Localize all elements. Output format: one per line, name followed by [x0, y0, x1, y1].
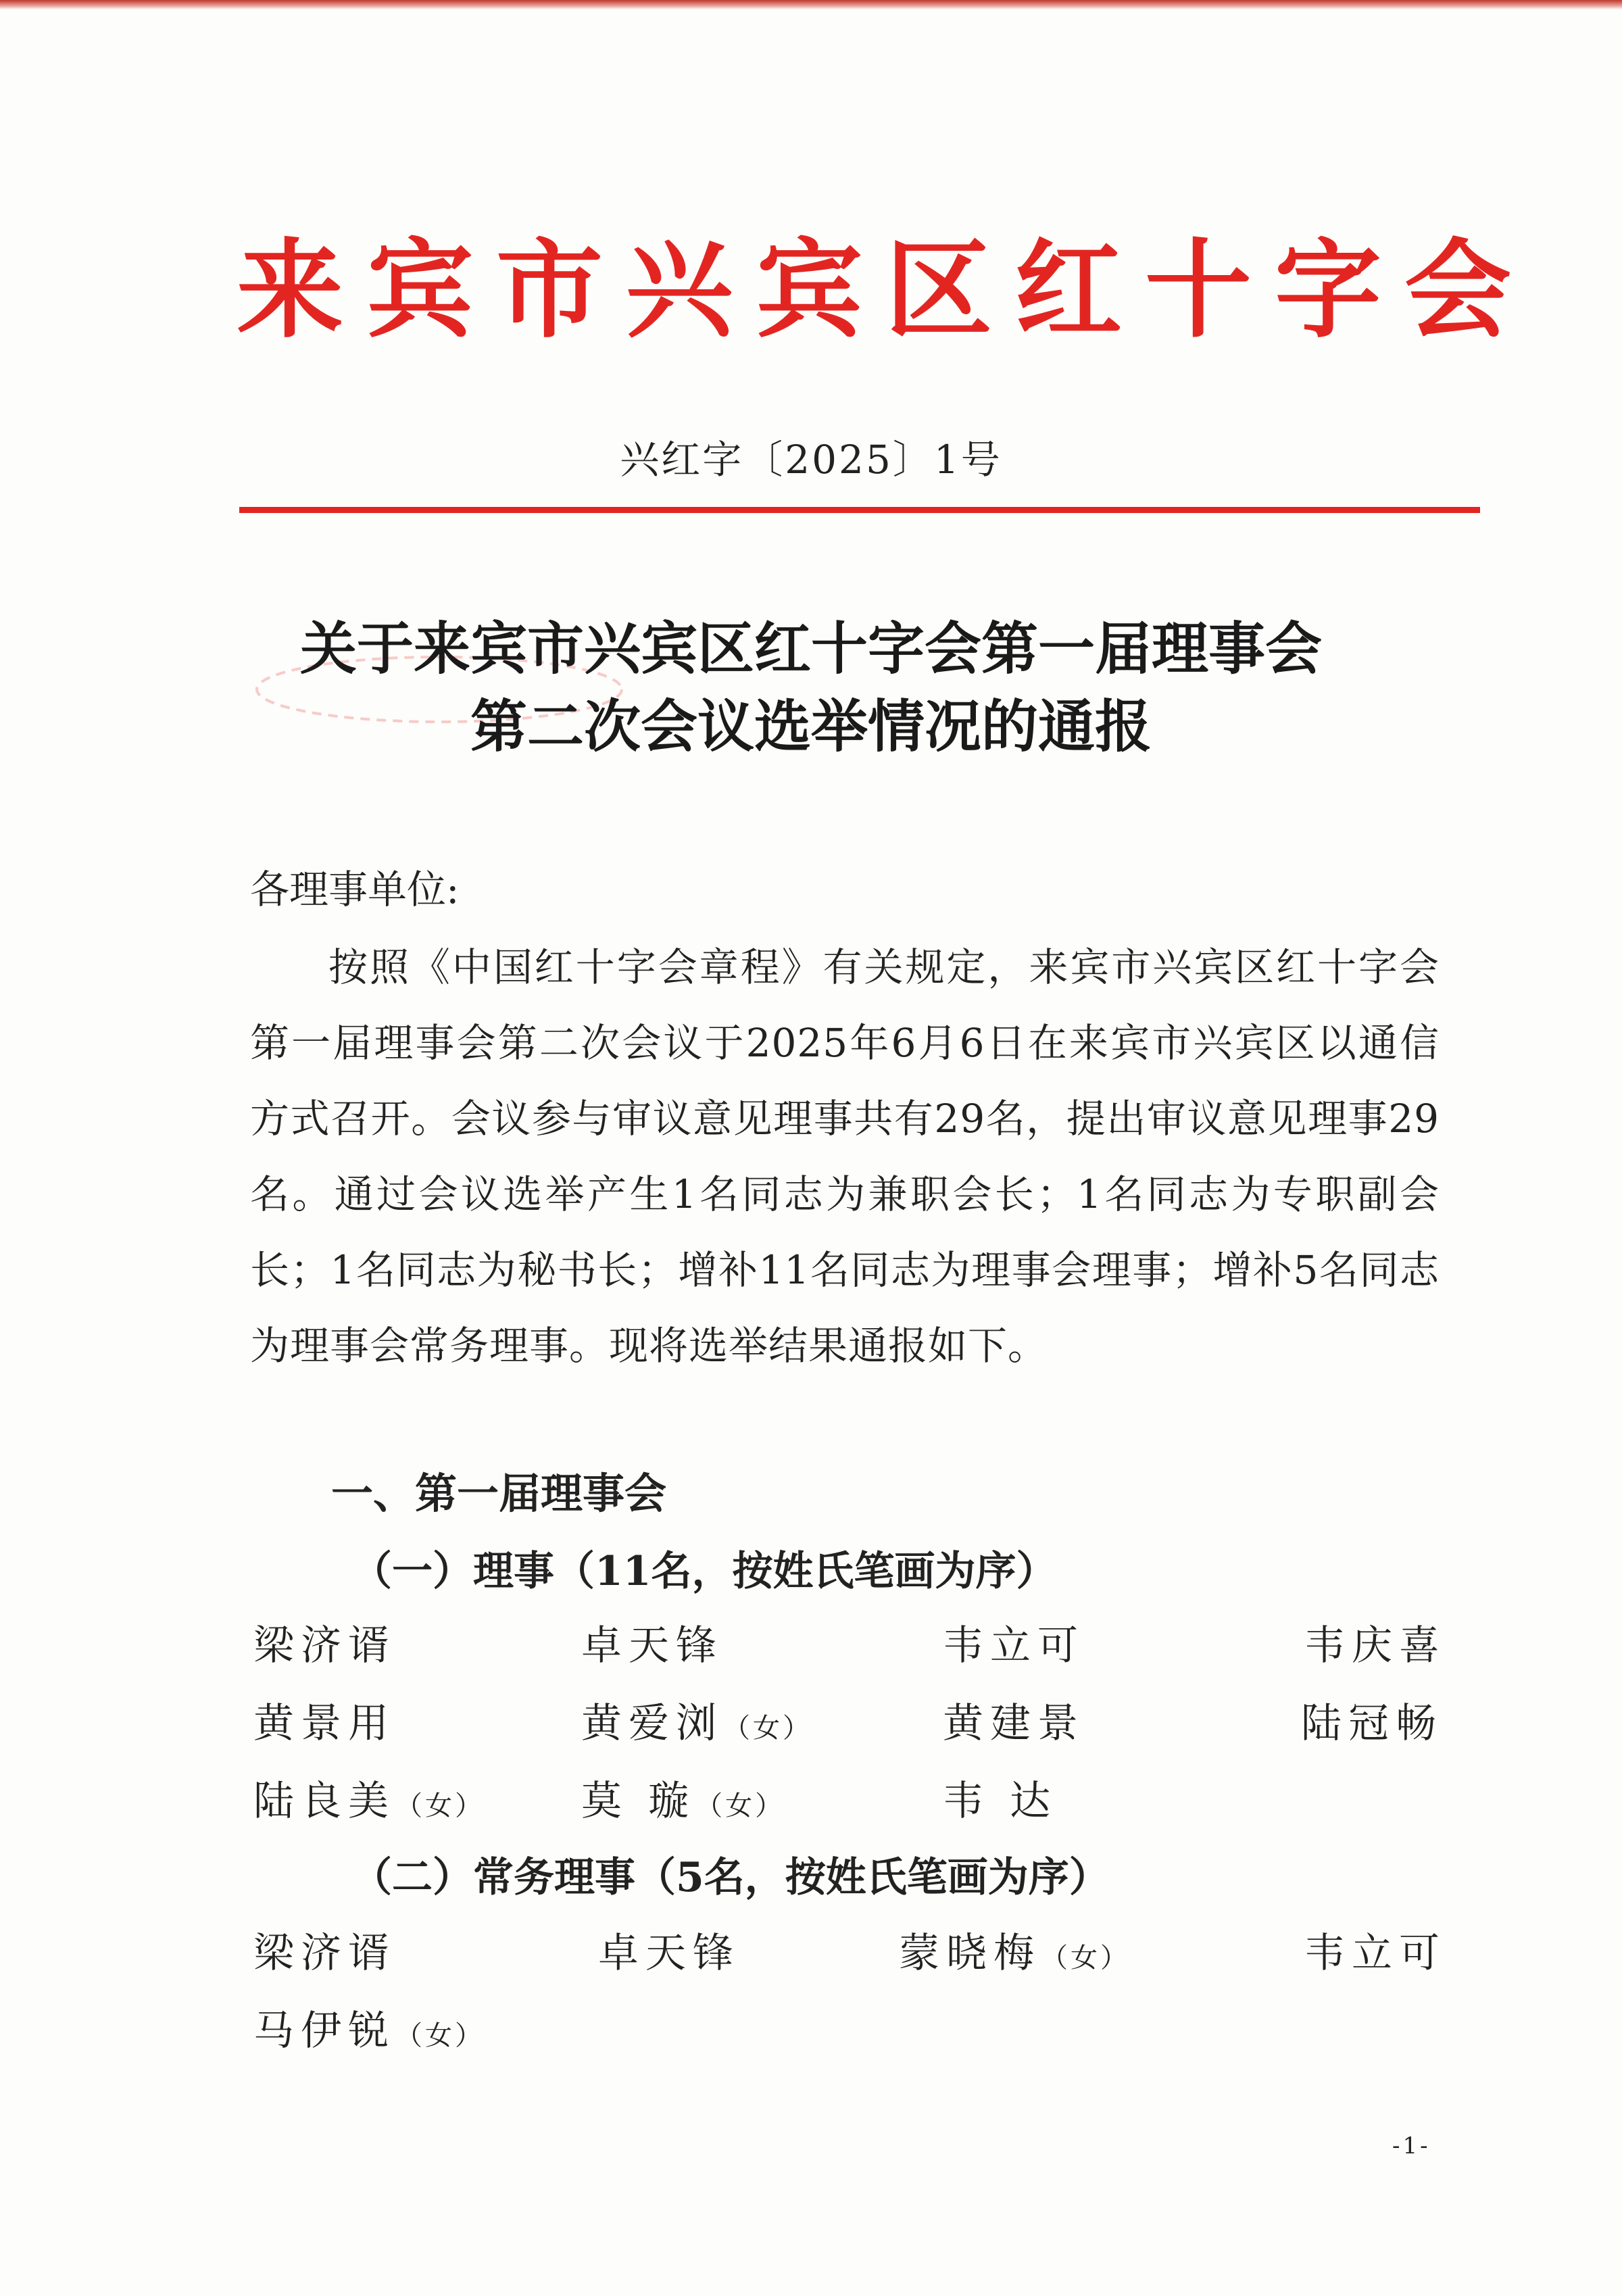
director-name: 卓天锋 — [581, 1622, 723, 1669]
director-name: 梁济谞 — [253, 1622, 395, 1669]
standing-director-name: 马伊锐（女） — [253, 2007, 485, 2055]
directors-heading: （一）理事（11名，按姓氏笔画为序） — [351, 1548, 1057, 1595]
director-name: 莫 璇（女） — [581, 1778, 785, 1825]
director-name: 陆良美（女） — [253, 1778, 485, 1825]
standing-director-name: 梁济谞 — [253, 1930, 395, 1977]
director-name: 韦庆喜 — [1304, 1622, 1446, 1669]
body-paragraph: 按照《中国红十字会章程》有关规定，来宾市兴宾区红十字会第一届理事会第二次会议于2025年6月6日在来宾市兴宾区以通信方式召开。会议参与审议意见理事共有29名，提出审议意见理事29名。通过会议选举产生1名同志为兼职会长；1名同志为专职副会长；1名同志为秘书长；增补11名同志为理事会理事；增补5名同志为理事会常务理事。现将选举结果通报如下。 — [250, 944, 1440, 1369]
standing-directors-heading: （二）常务理事（5名，按姓氏笔画为序） — [351, 1854, 1110, 1901]
red-divider-line — [239, 507, 1480, 513]
director-name: 黄建景 — [943, 1700, 1085, 1747]
director-name: 黄爱浏（女） — [581, 1700, 812, 1747]
section-heading: 一、第一届理事会 — [331, 1469, 667, 1518]
document-title-line2: 第二次会议选举情况的通报 — [470, 693, 1152, 760]
standing-director-name: 卓天锋 — [598, 1930, 740, 1977]
document-title-line1: 关于来宾市兴宾区红十字会第一届理事会 — [299, 615, 1322, 682]
top-edge-mark — [0, 0, 1622, 9]
standing-director-name: 韦立可 — [1304, 1930, 1446, 1977]
director-name: 韦立可 — [943, 1622, 1085, 1669]
director-name: 陆冠畅 — [1301, 1700, 1443, 1747]
page-number: -1- — [1392, 2132, 1431, 2159]
document-number: 兴红字〔2025〕1号 — [620, 437, 1002, 483]
salutation: 各理事单位: — [250, 866, 460, 912]
director-name: 韦 达 — [943, 1778, 1058, 1825]
director-name: 黄景用 — [253, 1700, 395, 1747]
standing-director-name: 蒙晓梅（女） — [899, 1930, 1130, 1977]
letterhead-title: 来宾市兴宾区红十字会 — [237, 228, 1534, 353]
